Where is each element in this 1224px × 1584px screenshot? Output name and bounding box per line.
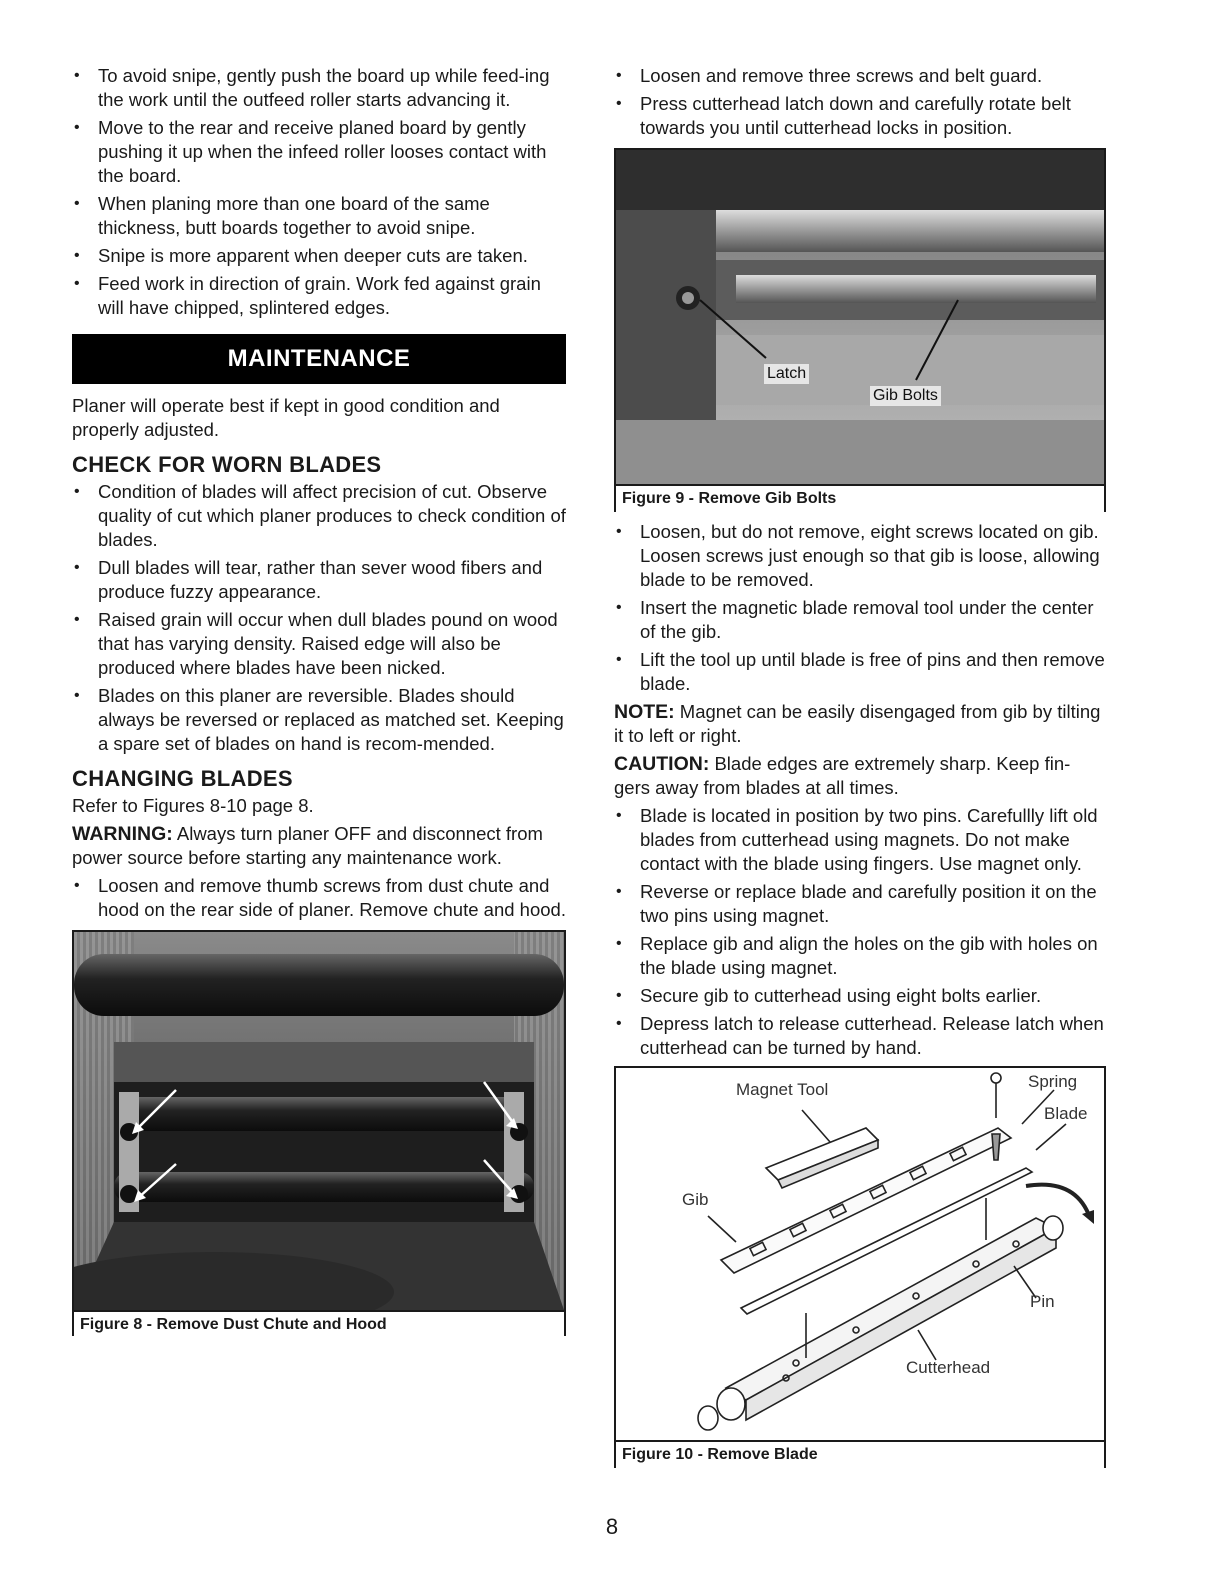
refer-figures-text: Refer to Figures 8-10 page 8. (72, 795, 314, 816)
snipe-tip-item: • When planing more than one board of the same thickness, butt boards together to avoid snipe. (72, 192, 566, 240)
caution-lead: CAUTION: (614, 753, 710, 775)
pin-label: Pin (1030, 1292, 1055, 1311)
gib-label: Gib (682, 1190, 709, 1209)
gib-removal-item: • Loosen, but do not remove, eight screws located on gib. Loosen screws just enough so that gib is loose, allowing blade to be removed. (614, 520, 1106, 592)
cutterhead-label: Cutterhead (906, 1358, 991, 1377)
maintenance-banner: MAINTENANCE (72, 334, 566, 384)
blade-replacement-item: • Depress latch to release cutterhead. Release latch when cutterhead can be turned by hand. (614, 1012, 1106, 1060)
changing-blades-heading: CHANGING BLADES (72, 766, 293, 791)
snipe-tip-item: • Feed work in direction of grain. Work fed against grain will have chipped, splintered edges. (72, 272, 566, 320)
caution-paragraph (614, 752, 1106, 800)
dust-chute-photo-illustration (74, 932, 564, 1310)
belt-guard-item: • Loosen and remove three screws and belt guard. (614, 64, 1106, 88)
gib-bolts-photo-illustration (616, 150, 1104, 484)
page-number: 8 (605, 1514, 619, 1539)
changing-blades-item: • Loosen and remove thumb screws from dust chute and hood on the rear side of planer. Remove chute and hood. (72, 874, 566, 922)
figure-10-caption: Figure 10 - Remove Blade (616, 1440, 1104, 1468)
snipe-tips-list (72, 64, 566, 320)
snipe-tip-item: • To avoid snipe, gently push the board up while feed-ing the work until the outfeed roller starts advancing it. (72, 64, 566, 112)
caution-text: Blade edges are extremely sharp. Keep fin-gers away from blades at all times. (614, 753, 1071, 798)
blade-removal-diagram (616, 1068, 1104, 1440)
warning-lead: WARNING: (72, 823, 173, 845)
blade-replacement-item: • Reverse or replace blade and carefully position it on the two pins using magnet. (614, 880, 1106, 928)
figure-8-caption: Figure 8 - Remove Dust Chute and Hood (74, 1310, 564, 1338)
spring-label: Spring (1028, 1072, 1078, 1091)
figure-8 (72, 930, 566, 1336)
note-paragraph (614, 700, 1106, 748)
snipe-tip-item: • Snipe is more apparent when deeper cuts are taken. (72, 244, 566, 268)
blade-replacement-item: • Replace gib and align the holes on the gib with holes on the blade using magnet. (614, 932, 1106, 980)
figure-9-photo (616, 150, 1104, 484)
snipe-tip-item: • Move to the rear and receive planed board by gently pushing it up when the infeed roller looses contact with the board. (72, 116, 566, 188)
belt-guard-list (614, 64, 1106, 140)
figure-8-photo (74, 932, 564, 1310)
figure-10 (614, 1066, 1106, 1468)
worn-blades-list (72, 480, 566, 756)
right-column (614, 64, 1106, 1468)
blade-replacement-item: • Blade is located in position by two pins. Carefullly lift old blades from cutterhead using magnets. Do not make contact with the blade using fingers. Use magnet only. (614, 804, 1106, 876)
worn-blades-item: • Dull blades will tear, rather than sever wood fibers and produce fuzzy appearance. (72, 556, 566, 604)
figure-9 (614, 148, 1106, 512)
warning-text: Always turn planer OFF and disconnect from power source before starting any maintenance work. (72, 823, 543, 868)
worn-blades-heading: CHECK FOR WORN BLADES (72, 452, 382, 477)
belt-guard-item: • Press cutterhead latch down and carefully rotate belt towards you until cutterhead locks in position. (614, 92, 1106, 140)
gib-bolts-label: Gib Bolts (870, 386, 941, 406)
gib-removal-item: • Insert the magnetic blade removal tool under the center of the gib. (614, 596, 1106, 644)
gib-removal-list (614, 520, 1106, 696)
changing-blades-list (72, 874, 566, 922)
figure-10-diagram (616, 1068, 1104, 1440)
gib-removal-item: • Lift the tool up until blade is free of pins and then remove blade. (614, 648, 1106, 696)
note-lead: NOTE: (614, 701, 675, 723)
left-column (72, 64, 566, 1336)
latch-label: Latch (764, 364, 809, 384)
worn-blades-item: • Raised grain will occur when dull blades pound on wood that has varying density. Raised edge will also be produced where blades have been nicked. (72, 608, 566, 680)
worn-blades-item: • Condition of blades will affect precision of cut. Observe quality of cut which planer produces to check condition of blades. (72, 480, 566, 552)
worn-blades-item: • Blades on this planer are reversible. Blades should always be reversed or replaced as matched set. Keeping a spare set of blades on hand is recom-mended. (72, 684, 566, 756)
maintenance-intro: Planer will operate best if kept in good condition and properly adjusted. (72, 395, 500, 440)
blade-replacement-item: • Secure gib to cutterhead using eight bolts earlier. (614, 984, 1106, 1008)
magnet-tool-label: Magnet Tool (736, 1080, 829, 1099)
blade-label: Blade (1044, 1104, 1088, 1123)
warning-paragraph (72, 822, 566, 870)
blade-replacement-list (614, 804, 1106, 1060)
note-text: Magnet can be easily disengaged from gib by tilting it to left or right. (614, 701, 1101, 746)
figure-9-caption: Figure 9 - Remove Gib Bolts (616, 484, 1104, 512)
